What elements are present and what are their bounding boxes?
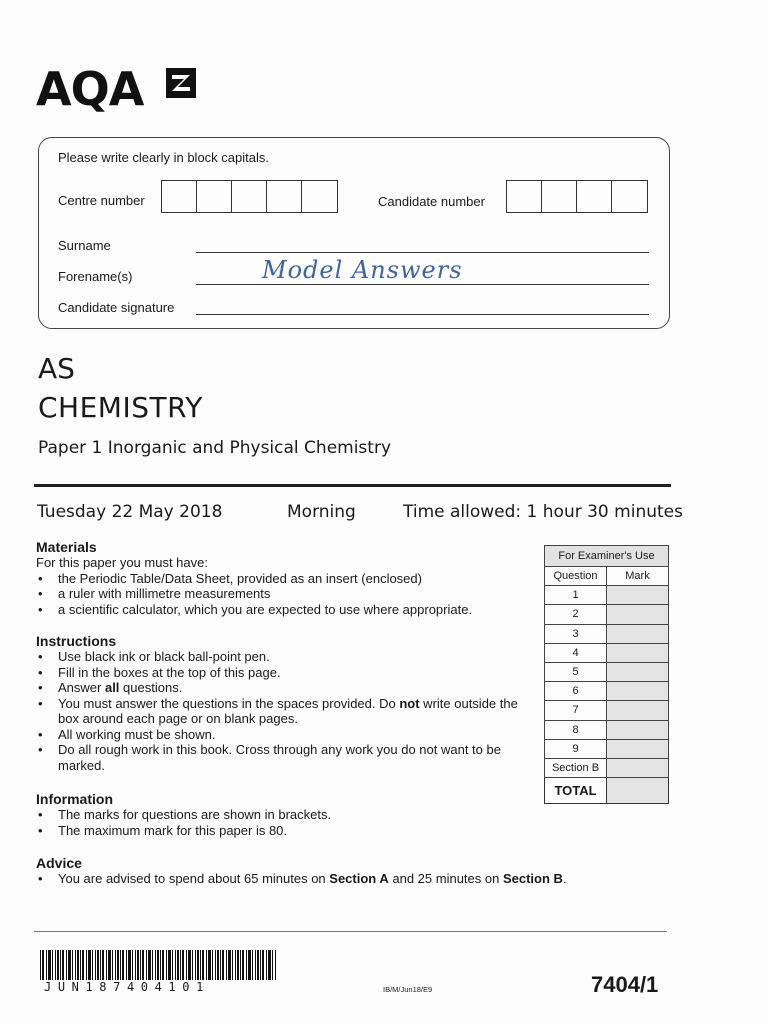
list-item: • You must answer the questions in the spaces provided. Do not write outside the box around each page or on blank pages. xyxy=(36,696,536,727)
question-number: Section B xyxy=(545,758,607,777)
materials-heading: Materials xyxy=(36,539,97,555)
forename-field[interactable] xyxy=(196,284,649,285)
list-item: • Do all rough work in this book. Cross through any work you do not want to be marked. xyxy=(36,742,536,773)
mark-cell[interactable] xyxy=(607,624,669,643)
mark-cell[interactable] xyxy=(607,739,669,758)
question-number: 2 xyxy=(545,605,607,624)
list-item: • Use black ink or black ball-point pen. xyxy=(36,649,536,665)
mark-cell[interactable] xyxy=(607,758,669,777)
question-number: 4 xyxy=(545,643,607,662)
mark-cell[interactable] xyxy=(607,605,669,624)
examiner-use-table xyxy=(544,545,669,804)
paper-title: Paper 1 Inorganic and Physical Chemistry xyxy=(38,438,392,458)
total-mark-cell[interactable] xyxy=(607,778,669,804)
mark-cell[interactable] xyxy=(607,720,669,739)
materials-intro: For this paper you must have: xyxy=(36,555,208,570)
information-heading: Information xyxy=(36,791,113,807)
mark-cell[interactable] xyxy=(607,586,669,605)
column-header-question: Question xyxy=(545,567,607,586)
forename-handwritten: Model Answers xyxy=(262,256,463,284)
block-capitals-instruction: Please write clearly in block capitals. xyxy=(58,150,269,165)
time-allowed: Time allowed: 1 hour 30 minutes xyxy=(403,502,683,522)
column-header-mark: Mark xyxy=(607,567,669,586)
candidate-number-label: Candidate number xyxy=(378,194,485,209)
subject-title: CHEMISTRY xyxy=(38,391,203,424)
exam-date: Tuesday 22 May 2018 xyxy=(37,502,223,522)
paper-code: 7404/1 xyxy=(591,972,659,997)
aqa-logo: AQA xyxy=(36,62,144,116)
question-number: 3 xyxy=(545,624,607,643)
footer-divider xyxy=(34,931,667,932)
question-number: 1 xyxy=(545,586,607,605)
advice-section xyxy=(36,855,656,887)
list-item: • a scientific calculator, which you are expected to use where appropriate. xyxy=(36,602,526,618)
question-number: 9 xyxy=(545,739,607,758)
surname-label: Surname xyxy=(58,238,111,253)
aqa-logo-mark-icon xyxy=(164,66,198,100)
list-item: • Answer all questions. xyxy=(36,680,536,696)
paper-reference: IB/M/Jun18/E9 xyxy=(383,985,433,994)
list-item: • the Periodic Table/Data Sheet, provided as an insert (enclosed) xyxy=(36,571,526,587)
list-item: • The marks for questions are shown in brackets. xyxy=(36,807,526,823)
list-item: • a ruler with millimetre measurements xyxy=(36,586,526,602)
barcode-icon xyxy=(40,950,278,980)
qualification-level: AS xyxy=(38,352,75,385)
surname-field[interactable] xyxy=(196,252,649,253)
list-item: • You are advised to spend about 65 minutes on Section A and 25 minutes on Section B. xyxy=(36,871,656,887)
question-number: 8 xyxy=(545,720,607,739)
question-number: 7 xyxy=(545,701,607,720)
question-number: 6 xyxy=(545,682,607,701)
total-label: TOTAL xyxy=(545,778,607,804)
exam-session: Morning xyxy=(287,502,356,522)
forename-label: Forename(s) xyxy=(58,269,133,284)
mark-cell[interactable] xyxy=(607,682,669,701)
instructions-section xyxy=(36,633,536,773)
candidate-number-boxes[interactable] xyxy=(506,180,648,213)
mark-cell[interactable] xyxy=(607,662,669,681)
list-item: • The maximum mark for this paper is 80. xyxy=(36,823,526,839)
list-item: • Fill in the boxes at the top of this page. xyxy=(36,665,536,681)
signature-field[interactable] xyxy=(196,314,649,315)
centre-number-boxes[interactable] xyxy=(161,180,338,213)
information-section xyxy=(36,791,526,838)
advice-heading: Advice xyxy=(36,855,82,871)
centre-number-label: Centre number xyxy=(58,193,145,208)
instructions-heading: Instructions xyxy=(36,633,117,649)
signature-label: Candidate signature xyxy=(58,300,175,315)
materials-section xyxy=(36,539,526,617)
question-number: 5 xyxy=(545,662,607,681)
barcode-text: JUN187404101 xyxy=(44,980,210,994)
examiner-table-title: For Examiner's Use xyxy=(545,546,669,567)
divider xyxy=(34,484,671,487)
mark-cell[interactable] xyxy=(607,643,669,662)
mark-cell[interactable] xyxy=(607,701,669,720)
list-item: • All working must be shown. xyxy=(36,727,536,743)
